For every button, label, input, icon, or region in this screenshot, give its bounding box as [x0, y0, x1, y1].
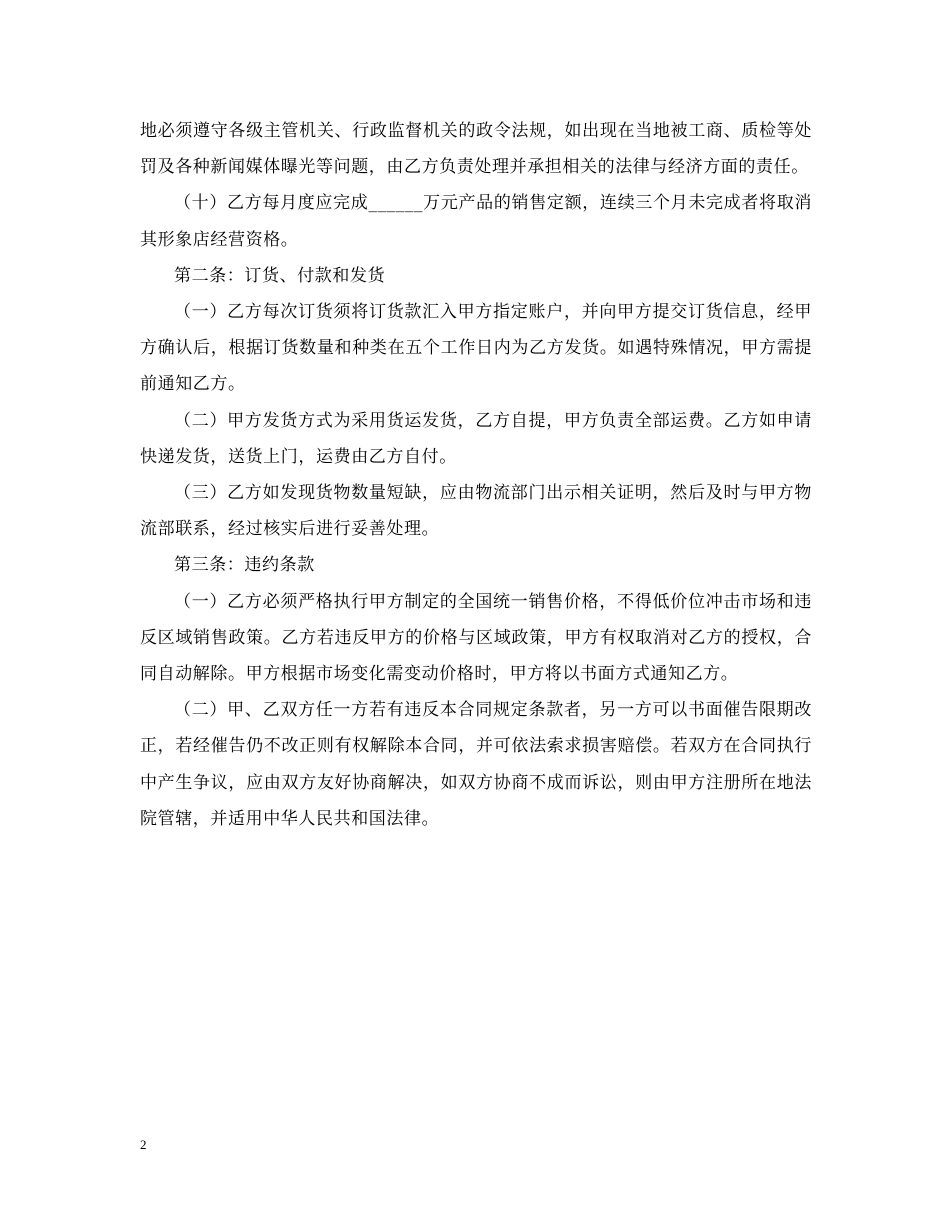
- paragraph-clause-10: （十）乙方每月度应完成______万元产品的销售定额，连续三个月未完成者将取消其形象店经营资格。: [140, 193, 812, 250]
- paragraph-article-2-clause-1: （一）乙方每次订货须将订货款汇入甲方指定账户，并向甲方提交订货信息，经甲方确认后，根据订货数量和种类在五个工作日内为乙方发货。如遇特殊情况，甲方需提前通知乙方。: [140, 302, 812, 395]
- paragraph-continuation: 地必须遵守各级主管机关、行政监督机关的政令法规，如出现在当地被工商、质检等处罚及各种新闻媒体曝光等问题，由乙方负责处理并承担相关的法律与经济方面的责任。: [140, 121, 812, 178]
- section-heading-article-2: 第二条：订货、付款和发货: [174, 265, 386, 286]
- paragraph-article-3-clause-2: （二）甲、乙双方任一方若有违反本合同规定条款者，另一方可以书面催告限期改正，若经催告仍不改正则有权解除本合同，并可依法索求损害赔偿。若双方在合同执行中产生争议，应由双方友好协商解决，如双方协商不成而诉讼，则由甲方注册所在地法院管辖，并适用中华人民共和国法律。: [140, 700, 812, 829]
- page-number: 2: [140, 1137, 147, 1152]
- paragraph-article-3-clause-1: （一）乙方必须严格执行甲方制定的全国统一销售价格，不得低价位冲击市场和违反区域销售政策。乙方若违反甲方的价格与区域政策，甲方有权取消对乙方的授权，合同自动解除。甲方根据市场变化需变动价格时，甲方将以书面方式通知乙方。: [140, 591, 812, 685]
- section-heading-article-3: 第三条：违约条款: [174, 555, 315, 576]
- paragraph-article-2-clause-2: （二）甲方发货方式为采用货运发货，乙方自提，甲方负责全部运费。乙方如申请快递发货，送货上门，运费由乙方自付。: [140, 410, 812, 467]
- paragraph-article-2-clause-3: （三）乙方如发现货物数量短缺，应由物流部门出示相关证明，然后及时与甲方物流部联系，经过核实后进行妥善处理。: [140, 483, 812, 540]
- contract-body: [140, 113, 812, 837]
